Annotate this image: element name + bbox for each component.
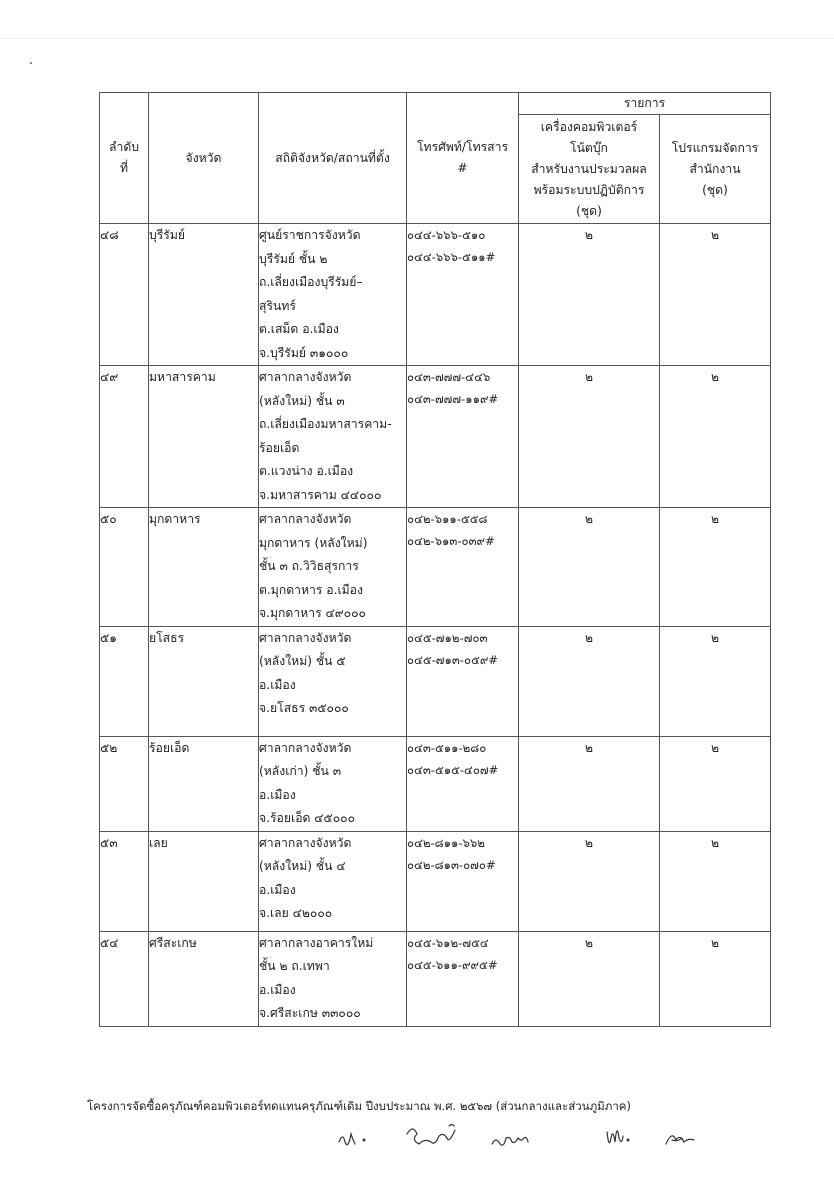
location-line: อ.เมือง [259,882,296,897]
row-number [100,626,149,736]
header-location: สถิติจังหวัด/สถานที่ตั้ง [259,93,407,224]
phone-number: ๐๔๒-๖๑๓-๐๓๙# [407,534,495,548]
header-province: จังหวัด [149,93,259,224]
phone-number: ๐๔๕-๖๑๑-๙๙๕# [407,957,498,972]
location-line: สุรินทร์ [259,298,296,313]
phone-number: ๐๔๕-๖๑๒-๗๕๔ [407,935,489,950]
province-name: ศรีสะเกษ [149,935,197,950]
row-number-text: ๔๘ [100,228,119,242]
location-line: จ.ศรีสะเกษ ๓๓๐๐๐ [259,1006,361,1020]
province-cell [149,508,259,627]
header-computer-line: โน้ตบุ๊ก [570,140,608,155]
table-row [100,508,771,627]
location-line: ศาลากลางจังหวัด [259,630,352,645]
location-line: จ.บุรีรัมย์ ๓๑๐๐๐ [259,345,349,360]
location-line: ชั้น ๓ ถ.วิวิธสุรการ [259,559,359,573]
location-line: บุรีรัมย์ ชั้น ๒ [259,251,328,266]
computer-count-cell [519,224,660,366]
phone-number: ๐๔๒-๘๑๓-๐๗๐# [407,857,496,872]
software-count-cell [660,931,771,1026]
phone-cell [407,831,519,931]
software-count-cell [660,831,771,931]
row-number [100,366,149,508]
computer-count: ๒ [584,630,594,645]
signature-2 [407,1125,455,1145]
computer-count-cell [519,508,660,627]
phone-cell [407,736,519,831]
phone-cell [407,931,519,1026]
location-line: อ.เมือง [259,982,296,997]
location-line: ร้อยเอ็ด [259,440,300,455]
header-computer-line: พร้อมระบบปฏิบัติการ [533,182,645,197]
location-line: ศาลากลางจังหวัด [259,740,352,755]
phone-number: ๐๔๓-๗๗๗-๔๔๖ [407,370,491,384]
phone-number: ๐๔๔-๖๖๖-๕๑๐ [407,228,486,242]
header-phone [407,93,519,224]
table-row [100,736,771,831]
location-line: ศาลากลางจังหวัด [259,835,352,850]
phone-number: ๐๔๒-๖๑๑-๕๕๘ [407,512,488,526]
page-top-rule [0,38,834,39]
phone-number: ๐๔๓-๕๑๑-๒๘๐ [407,740,487,755]
location-line: ศาลากลางจังหวัด [259,512,352,526]
computer-count-cell [519,831,660,931]
equipment-allocation-table [99,92,771,1027]
location-line: จ.ร้อยเอ็ด ๔๕๐๐๐ [259,811,356,825]
table-row [100,626,771,736]
location-line: มุกดาหาร (หลังใหม่) [259,535,368,550]
row-number [100,931,149,1026]
row-number-text: ๕๔ [100,935,119,950]
header-software-line: สำนักงาน [689,161,741,176]
header-computer-line: สำหรับงานประมวลผล [531,161,647,176]
province-name: ยโสธร [149,630,185,645]
software-count: ๒ [710,228,720,242]
location-cell [259,366,407,508]
location-cell [259,508,407,627]
software-count: ๒ [710,740,720,755]
location-line: ต.แวงน่าง อ.เมือง [259,464,354,478]
software-count-cell [660,626,771,736]
software-count-cell [660,224,771,366]
header-phone-line: # [457,161,468,175]
computer-count-cell [519,626,660,736]
location-line: ถ.เลี่ยงเมืองมหาสารคาม- [259,417,392,431]
header-items: รายการ [519,93,771,115]
software-count: ๒ [710,935,720,950]
row-number [100,736,149,831]
header-no-line: ที่ [119,161,129,175]
software-count: ๒ [710,630,720,645]
province-cell [149,831,259,931]
computer-count: ๒ [584,835,594,850]
table-row [100,224,771,366]
phone-number: ๐๔๔-๖๖๖-๕๑๑# [407,250,496,264]
location-cell [259,831,407,931]
location-line: อ.เมือง [259,677,296,692]
header-computer-line: (ชุด) [576,203,602,218]
signature-1 [339,1134,355,1145]
header-no [100,93,149,224]
table-row [100,831,771,931]
province-name: บุรีรัมย์ [149,228,186,242]
location-cell [259,736,407,831]
computer-count-cell [519,366,660,508]
software-count: ๒ [710,512,720,526]
location-line: (หลังใหม่) ชั้น ๕ [259,654,346,668]
signature-4 [607,1131,623,1143]
software-count-cell [660,736,771,831]
row-number-text: ๕๓ [100,835,118,850]
location-cell [259,626,407,736]
signature-3 [492,1138,528,1146]
phone-number: ๐๔๓-๕๑๕-๔๐๗# [407,762,499,777]
location-line: ถ.เลี่ยงเมืองบุรีรัมย์– [259,275,363,289]
row-number [100,831,149,931]
project-footer: โครงการจัดซื้อครุภัณฑ์คอมพิวเตอร์ทดแทนครุภัณฑ์เดิม ปีงบประมาณ พ.ศ. ๒๕๖๗ (ส่วนกลางและส่วนภูมิภาค) [87,1099,631,1113]
location-cell [259,224,407,366]
computer-count: ๒ [584,935,594,950]
location-line: ต.เสม็ด อ.เมือง [259,322,339,336]
computer-count-cell [519,736,660,831]
location-line: จ.มุกดาหาร ๔๙๐๐๐ [259,606,366,620]
signature-5 [666,1136,694,1144]
location-line: ศูนย์ราชการจังหวัด [259,228,361,242]
location-line: ศาลากลางอาคารใหม่ [259,935,374,950]
location-line: จ.ยโสธร ๓๕๐๐๐ [259,701,349,715]
computer-count: ๒ [584,228,594,242]
location-line: (หลังใหม่) ชั้น ๓ [259,393,345,408]
software-count: ๒ [710,370,720,384]
software-count-cell [660,366,771,508]
signature-area [0,1110,834,1170]
computer-count: ๒ [584,512,594,526]
header-software-line: โปรแกรมจัดการ [671,140,759,155]
phone-number: ๐๔๒-๘๑๑-๖๖๒ [407,835,485,850]
phone-cell [407,626,519,736]
province-name: มหาสารคาม [149,370,216,384]
province-name: เลย [149,835,168,850]
row-number-text: ๕๐ [100,512,117,526]
province-cell [149,931,259,1026]
province-name: ร้อยเอ็ด [149,740,190,755]
header-computer [519,115,660,224]
location-line: (หลังใหม่) ชั้น ๔ [259,859,346,873]
location-line: (หลังเก่า) ชั้น ๓ [259,764,342,778]
table-row [100,931,771,1026]
software-count-cell [660,508,771,627]
header-computer-line: เครื่องคอมพิวเตอร์ [540,119,638,134]
province-name: มุกดาหาร [149,512,201,526]
scan-speck [30,62,32,64]
phone-cell [407,366,519,508]
signature-1-dot [363,1139,365,1141]
header-no-line: ลำดับ [109,140,139,154]
table-row [100,366,771,508]
province-cell [149,224,259,366]
phone-number: ๐๔๕-๗๑๒-๗๐๓ [407,630,488,645]
computer-count-cell [519,931,660,1026]
software-count: ๒ [710,835,720,850]
computer-count: ๒ [584,740,594,755]
header-software-line: (ชุด) [702,182,728,197]
location-line: จ.มหาสารคาม ๔๔๐๐๐ [259,487,382,502]
province-cell [149,366,259,508]
header-software [660,115,771,224]
row-number [100,224,149,366]
phone-number: ๐๔๓-๗๗๗-๑๑๙# [407,392,499,406]
province-cell [149,626,259,736]
table-body [100,224,771,1027]
phone-cell [407,224,519,366]
row-number-text: ๕๒ [100,740,118,755]
row-number-text: ๕๑ [100,630,117,645]
phone-cell [407,508,519,627]
location-line: อ.เมือง [259,787,296,802]
row-number [100,508,149,627]
computer-count: ๒ [584,370,594,384]
location-cell [259,931,407,1026]
location-line: จ.เลย ๔๒๐๐๐ [259,906,333,920]
phone-number: ๐๔๕-๗๑๓-๐๕๙# [407,652,499,667]
signature-4-dot [627,1139,629,1141]
row-number-text: ๔๙ [100,370,119,384]
location-line: ต.มุกดาหาร อ.เมือง [259,582,363,597]
header-phone-line: โทรศัพท์/โทรสาร [417,140,508,154]
province-cell [149,736,259,831]
location-line: ชั้น ๒ ถ.เทพา [259,959,330,973]
location-line: ศาลากลางจังหวัด [259,370,352,384]
